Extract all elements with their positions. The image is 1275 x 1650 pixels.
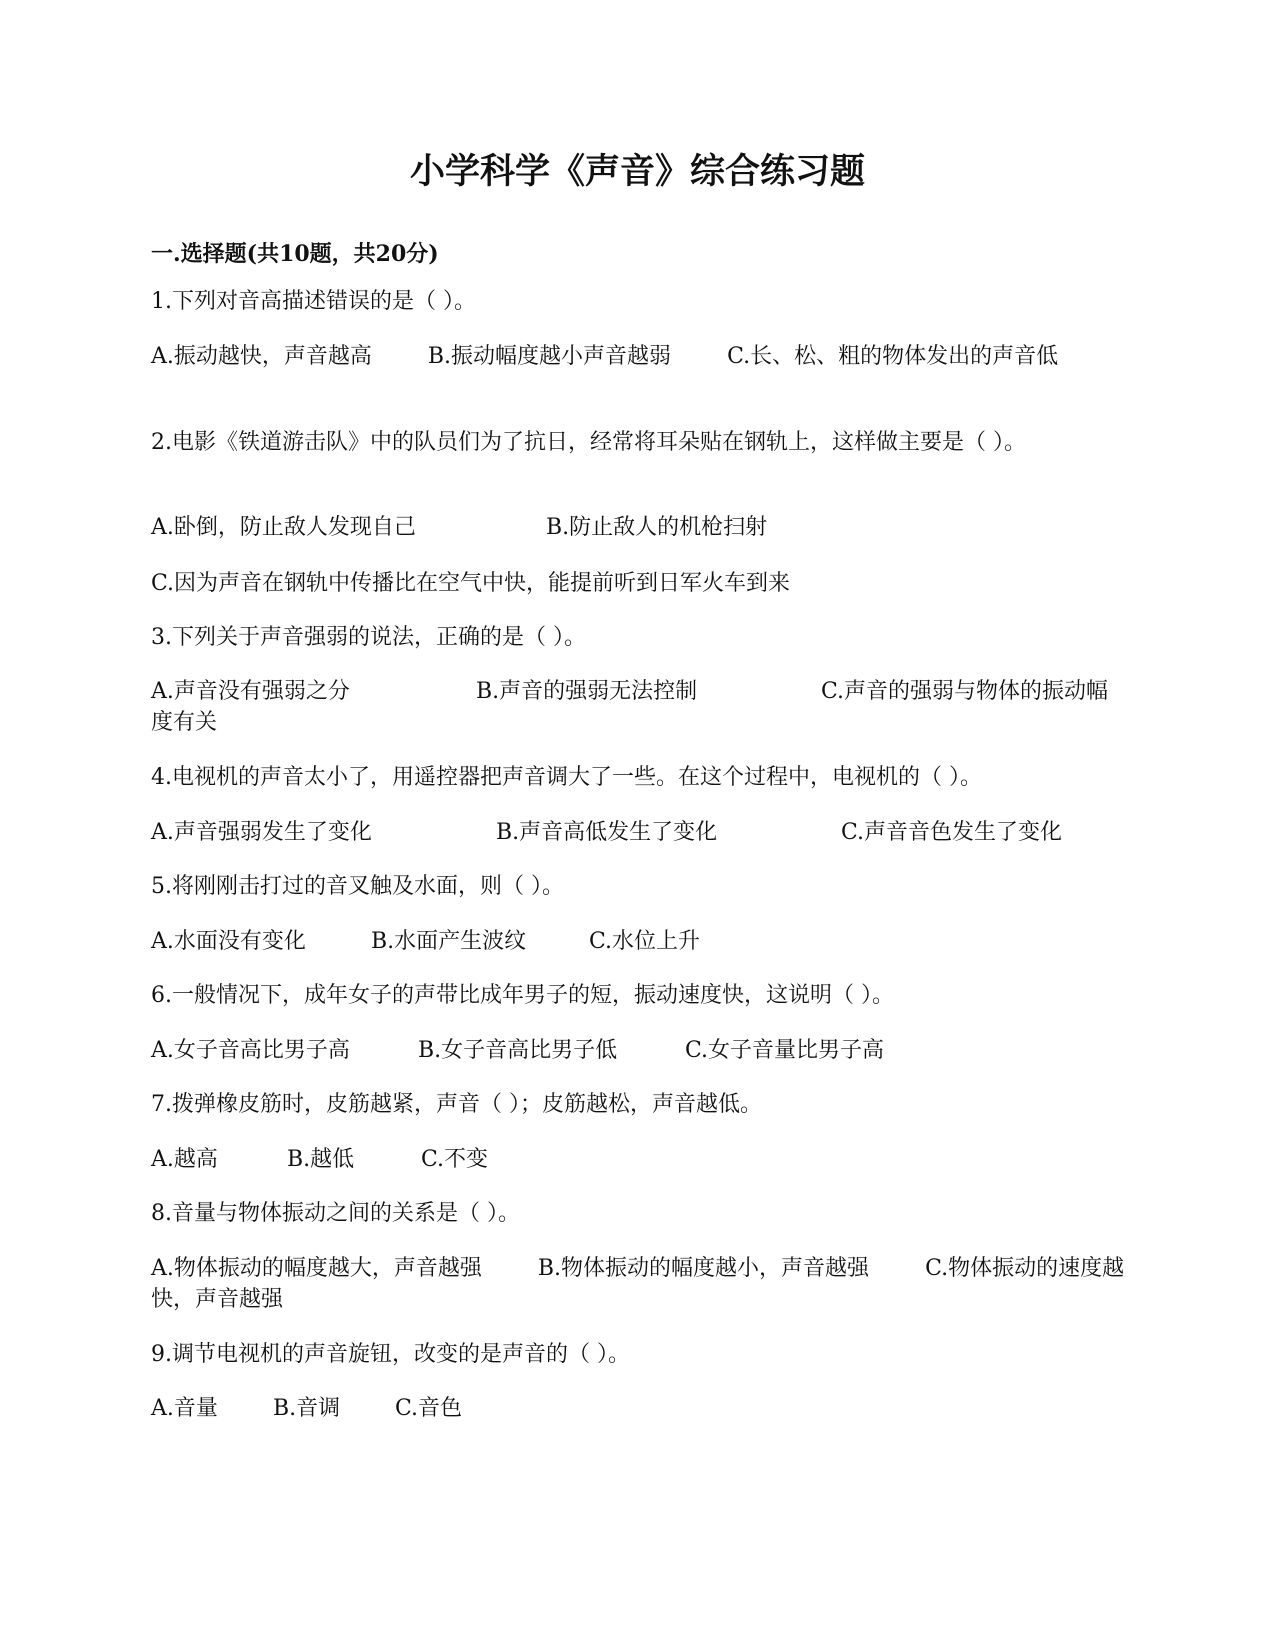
- question-stem: 8.音量与物体振动之间的关系是（ ）。: [151, 1201, 520, 1226]
- question-options: [151, 341, 1126, 372]
- question-stem: 5.将刚刚击打过的音叉触及水面，则（ ）。: [151, 874, 564, 899]
- question-options: [151, 1393, 1131, 1424]
- option: B.声音的强弱无法控制: [476, 679, 698, 704]
- question-options: [151, 1035, 1131, 1066]
- question-stem: 3.下列关于声音强弱的说法，正确的是（ ）。: [151, 625, 586, 650]
- option: B.水面产生波纹: [371, 929, 527, 954]
- question-stem: 1.下列对音高描述错误的是（ ）。: [151, 289, 476, 314]
- option: A.物体振动的幅度越大，声音越强: [151, 1256, 482, 1281]
- question-options: [151, 926, 1131, 957]
- option: C.不变: [421, 1147, 489, 1172]
- page-title: 小学科学《声音》综合练习题: [409, 151, 865, 192]
- option: C.声音音色发生了变化: [841, 820, 1063, 845]
- option: C.长、松、粗的物体发出的声音低: [727, 344, 1059, 369]
- option: A.卧倒，防止敌人发现自己: [151, 515, 416, 540]
- question-stem: 4.电视机的声音太小了，用遥控器把声音调大了一些。在这个过程中，电视机的（ ）。: [151, 765, 982, 790]
- question-stem: 6.一般情况下，成年女子的声带比成年男子的短，振动速度快，这说明（ ）。: [151, 983, 894, 1008]
- option: C.音色: [395, 1396, 463, 1421]
- option: B.振动幅度越小声音越弱: [427, 344, 672, 369]
- option: C.水位上升: [589, 929, 701, 954]
- option: A.声音没有强弱之分: [151, 679, 350, 704]
- section-heading: 一.选择题(共10题，共20分): [151, 241, 439, 267]
- option: C.因为声音在钢轨中传播比在空气中快，能提前听到日军火车到来: [151, 571, 791, 596]
- option: A.水面没有变化: [151, 929, 306, 954]
- option: A.声音强弱发生了变化: [151, 820, 372, 845]
- question-stem: 2.电影《铁道游击队》中的队员们为了抗日，经常将耳朵贴在钢轨上，这样做主要是（ ）。: [151, 430, 1026, 455]
- option: C.声音的强弱与物体的振动幅度有关: [151, 679, 1109, 735]
- option: A.振动越快，声音越高: [151, 344, 372, 369]
- question-options: [151, 512, 1131, 543]
- option: C.物体振动的速度越快，声音越强: [151, 1256, 1125, 1312]
- option: C.女子音量比男子高: [685, 1038, 885, 1063]
- option: B.女子音高比男子低: [418, 1038, 618, 1063]
- option: A.音量: [151, 1396, 218, 1421]
- option: B.防止敌人的机枪扫射: [546, 515, 768, 540]
- option: A.越高: [151, 1147, 218, 1172]
- question-stem: 9.调节电视机的声音旋钮，改变的是声音的（ ）。: [151, 1342, 630, 1367]
- option: A.女子音高比男子高: [151, 1038, 350, 1063]
- option: B.声音高低发生了变化: [496, 820, 718, 845]
- question-options: [151, 1253, 1126, 1315]
- question-stem: 7.拨弹橡皮筋时，皮筋越紧，声音（ ）；皮筋越松，声音越低。: [151, 1092, 762, 1117]
- question-options: [151, 676, 1126, 738]
- question-options: [151, 817, 1131, 848]
- option: B.越低: [287, 1147, 355, 1172]
- option: B.物体振动的幅度越小，声音越强: [537, 1256, 870, 1281]
- option: B.音调: [273, 1396, 341, 1421]
- question-options: [151, 1144, 1131, 1175]
